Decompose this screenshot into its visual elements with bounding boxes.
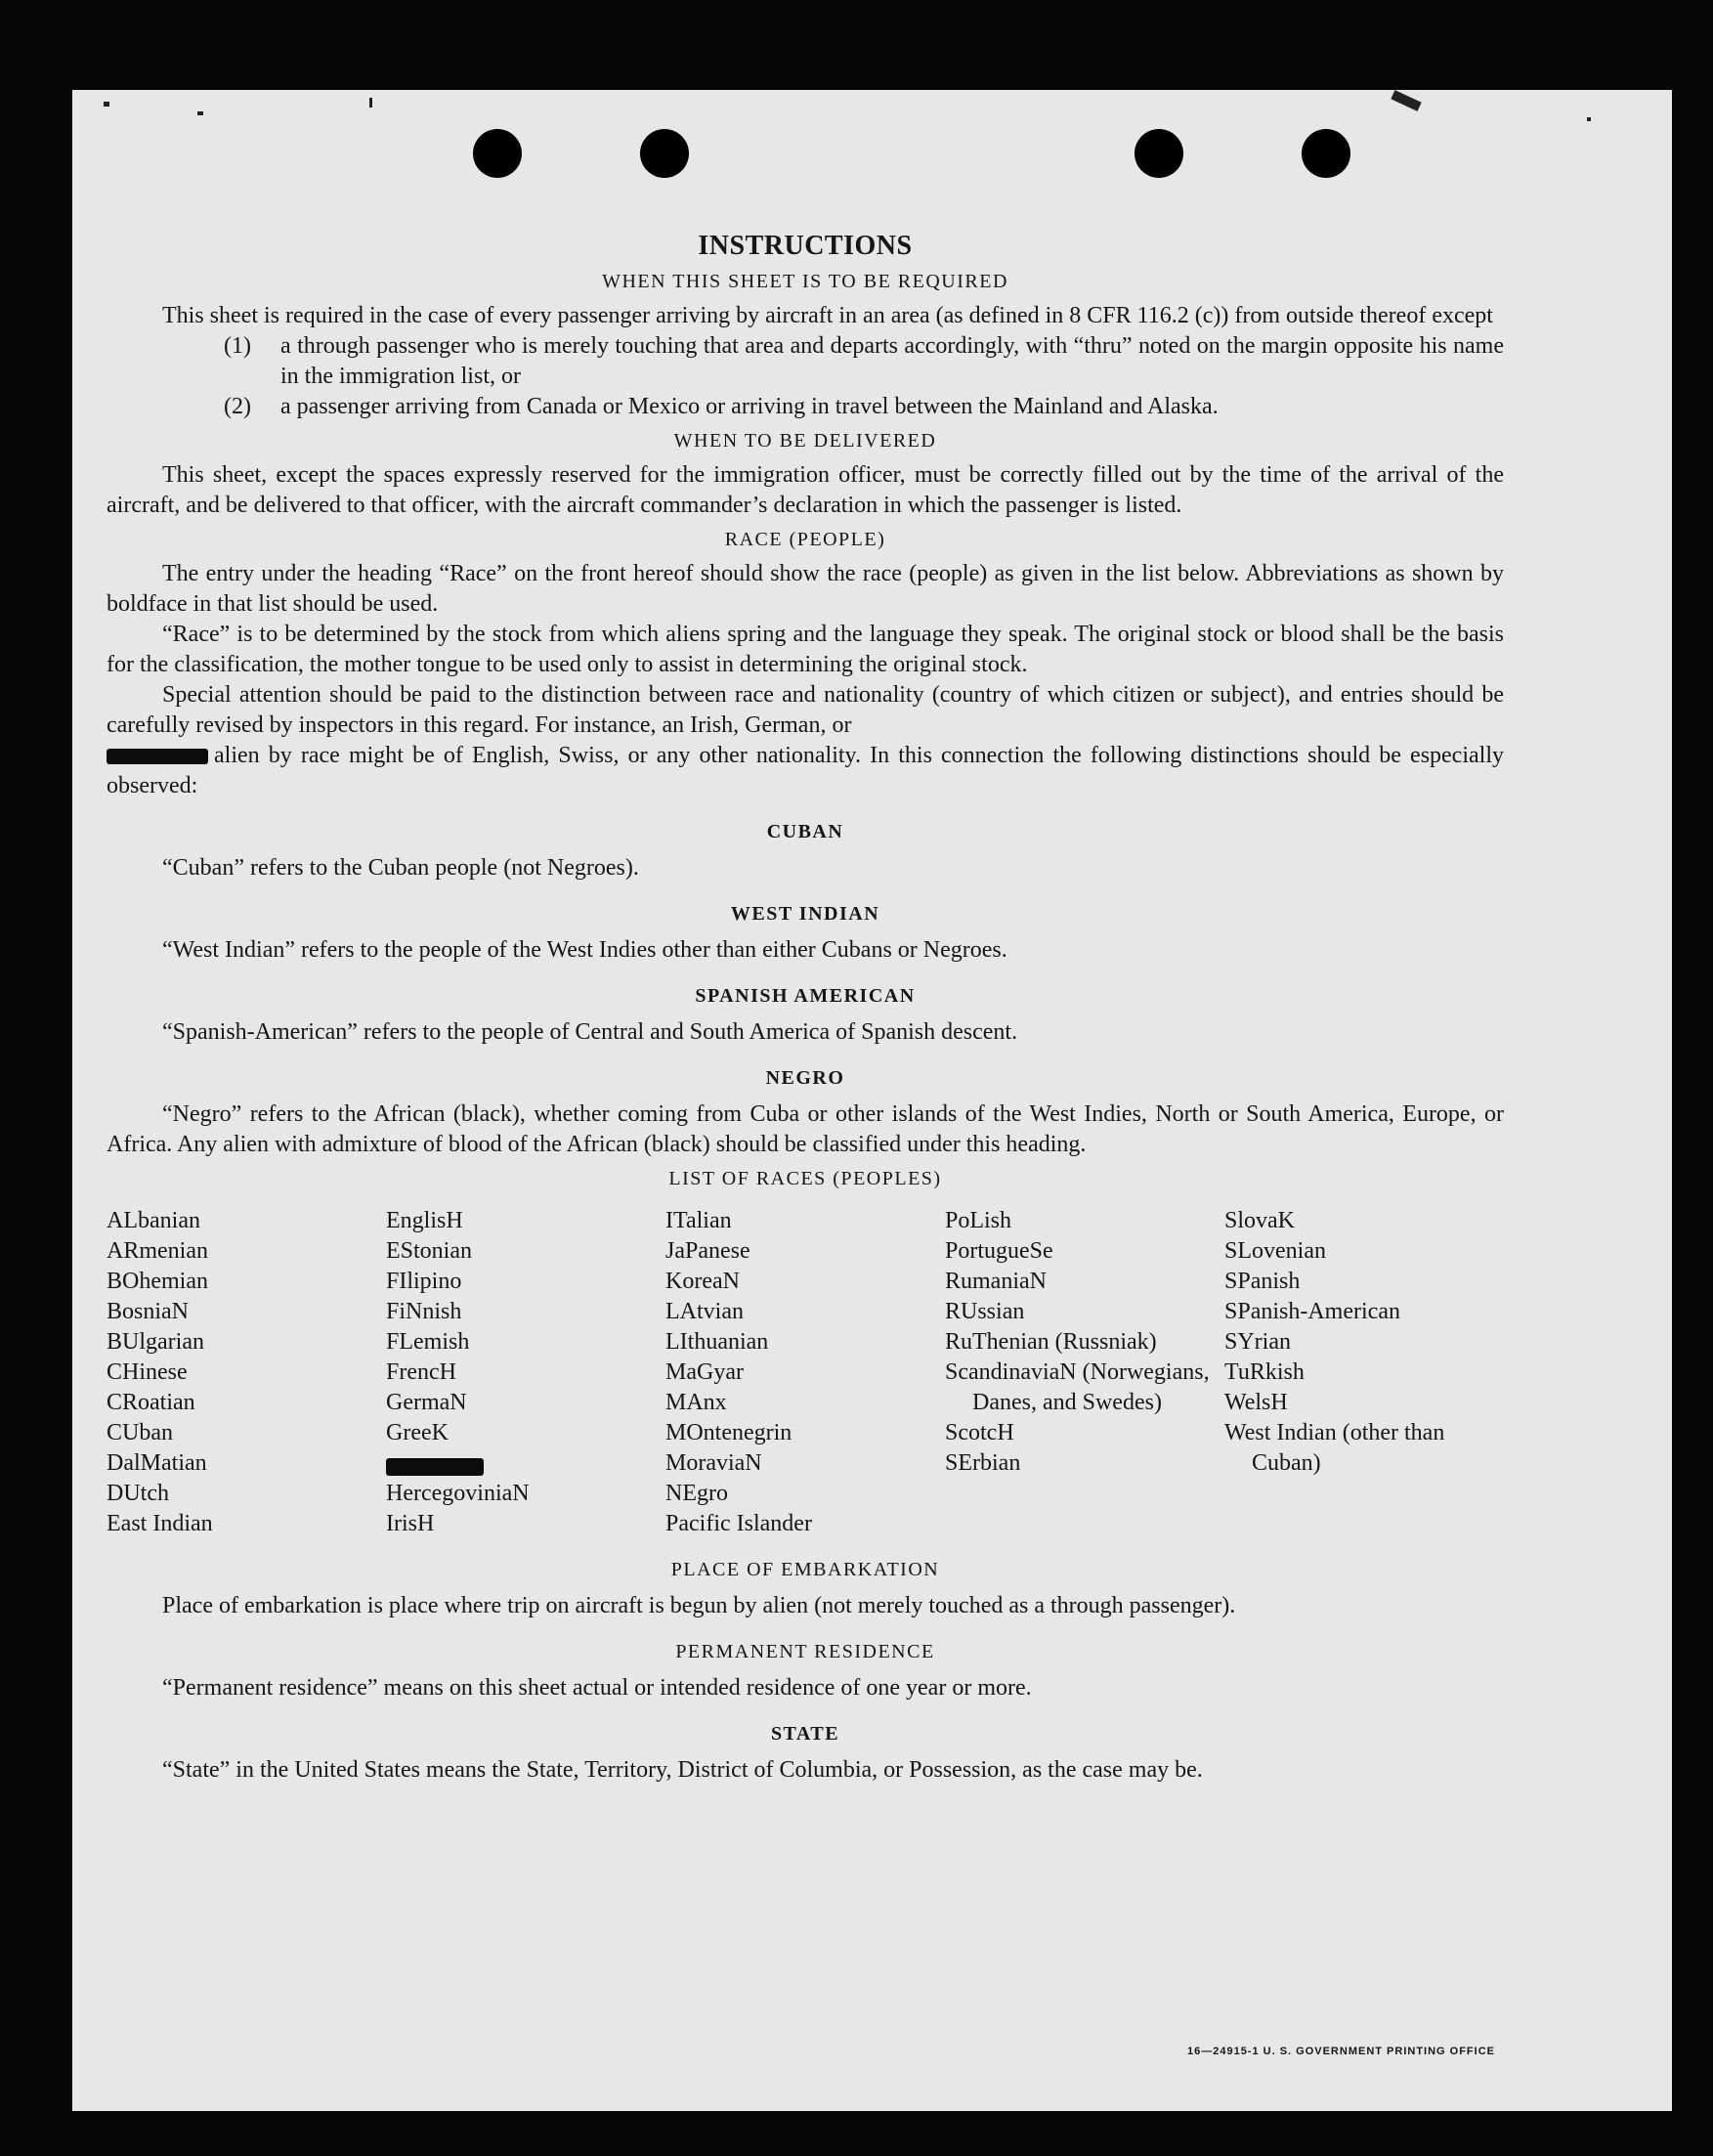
race-item: FLemish [386, 1329, 470, 1355]
race-item: CUban [107, 1420, 173, 1445]
race-item: NEgro [665, 1481, 728, 1506]
scan-speck [1391, 90, 1421, 111]
race-item: ScotcH [945, 1420, 1014, 1445]
section-heading-negro: NEGRO [765, 1067, 845, 1089]
race-item: SPanish [1224, 1269, 1301, 1294]
race-item: JaPanese [665, 1238, 750, 1264]
west-indian-text: “West Indian” refers to the people of the West Indies other than either Cubans or Negroes. [162, 937, 1007, 963]
race-item: IrisH [386, 1511, 435, 1536]
race-item: TuRkish [1224, 1359, 1305, 1385]
page-title: INSTRUCTIONS [698, 231, 913, 261]
negro-text: “Negro” refers to the African (black), whether coming from Cuba or other islands of the West Indies, North or South America, Europe, or Africa. Any alien with admixture of blood of the African (black) should be classified under this heading. [107, 1101, 1504, 1157]
embarkation-text: Place of embarkation is place where trip on aircraft is begun by alien (not merely touched as a through passenger). [162, 1593, 1236, 1618]
race-item: BosniaN [107, 1299, 189, 1324]
race-item: RuThenian (Russniak) [945, 1329, 1157, 1355]
race-item: CHinese [107, 1359, 188, 1385]
section-heading-west-indian: WEST INDIAN [730, 903, 880, 925]
race-item: EStonian [386, 1238, 472, 1264]
scan-speck [197, 111, 203, 115]
race-item: MAnx [665, 1390, 727, 1415]
race-item: FrencH [386, 1359, 456, 1385]
section-heading-list-of-races: LIST OF RACES (PEOPLES) [668, 1168, 942, 1189]
punch-hole [1135, 129, 1183, 178]
scan-speck [369, 98, 372, 108]
race-column [665, 1206, 945, 1539]
item-number: (2) [224, 394, 251, 419]
section-heading-cuban: CUBAN [766, 821, 844, 842]
race-item: EnglisH [386, 1208, 463, 1233]
race-item: LIthuanian [665, 1329, 769, 1355]
race-column [107, 1206, 386, 1539]
race-item: BOhemian [107, 1269, 208, 1294]
race-item: PoLish [945, 1208, 1012, 1233]
race-item: Pacific Islander [665, 1511, 812, 1536]
race-item: RUssian [945, 1299, 1025, 1324]
item-number: (1) [224, 333, 251, 359]
section-heading-embarkation: PLACE OF EMBARKATION [670, 1559, 940, 1580]
race-paragraph-3-text: Special attention should be paid to the distinction between race and nationality (country of which citizen or subject), and entries should be carefully revised by inspectors in this regard. For instance, an Irish, German, or [107, 682, 1504, 738]
race-column [386, 1206, 665, 1539]
instructions-text [107, 231, 1504, 1786]
race-paragraph-3-continued: alien by race might be of English, Swiss, or any other nationality. In this connection the following distinctions should be especially observed: [107, 743, 1504, 798]
section-heading-race: RACE (PEOPLE) [724, 529, 886, 550]
when-delivered-text: This sheet, except the spaces expressly reserved for the immigration officer, must be correctly filled out by the time of the arrival of the aircraft, and be delivered to that officer, with the aircraft commander’s declaration in which the passenger is listed. [107, 462, 1504, 518]
item-text: a through passenger who is merely touching that area and departs accordingly, with “thru” noted on the margin opposite his name in the immigration list, or [280, 333, 1504, 389]
race-item: WelsH [1224, 1390, 1288, 1415]
punch-hole [640, 129, 689, 178]
redaction-mark [386, 1458, 484, 1476]
scan-speck [104, 102, 109, 107]
race-item: East Indian [107, 1511, 213, 1536]
section-heading-state: STATE [770, 1723, 840, 1745]
permanent-residence-text: “Permanent residence” means on this sheet actual or intended residence of one year or more. [162, 1675, 1032, 1701]
race-column [945, 1206, 1224, 1539]
cuban-text: “Cuban” refers to the Cuban people (not Negroes). [162, 855, 639, 881]
section-heading-when-required: WHEN THIS SHEET IS TO BE REQUIRED [602, 271, 1008, 292]
punch-hole [473, 129, 522, 178]
race-item: KoreaN [665, 1269, 740, 1294]
list-of-races [107, 1206, 1504, 1539]
race-item: HercegoviniaN [386, 1481, 530, 1506]
race-item: SLovenian [1224, 1238, 1326, 1264]
race-item: SErbian [945, 1450, 1021, 1476]
redacted-race-item [386, 1448, 665, 1479]
race-item: LAtvian [665, 1299, 744, 1324]
race-item: West Indian (other than Cuban) [1224, 1420, 1445, 1476]
race-item: ITalian [665, 1208, 732, 1233]
race-item: RumaniaN [945, 1269, 1047, 1294]
section-heading-permanent-residence: PERMANENT RESIDENCE [675, 1641, 935, 1662]
race-item: FIlipino [386, 1269, 462, 1294]
scan-speck [1587, 117, 1591, 121]
race-item: SPanish-American [1224, 1299, 1400, 1324]
exception-item [107, 331, 1504, 392]
when-required-intro: This sheet is required in the case of every passenger arriving by aircraft in an area (as defined in 8 CFR 116.2 (c)) from outside thereof except [162, 303, 1493, 328]
race-item: GermaN [386, 1390, 467, 1415]
race-item: ARmenian [107, 1238, 208, 1264]
race-item: DalMatian [107, 1450, 207, 1476]
race-item: DUtch [107, 1481, 169, 1506]
race-item: MaGyar [665, 1359, 744, 1385]
race-item: PortugueSe [945, 1238, 1053, 1264]
race-paragraph-2: “Race” is to be determined by the stock from which aliens spring and the language they speak. The original stock or blood shall be the basis for the classification, the mother tongue to be used only to assist in determining the original stock. [107, 622, 1504, 677]
race-column [1224, 1206, 1504, 1539]
printing-office-code: 16—24915-1 U. S. GOVERNMENT PRINTING OFFICE [1186, 2046, 1495, 2057]
race-item: MOntenegrin [665, 1420, 792, 1445]
redaction-mark [107, 749, 208, 764]
spanish-american-text: “Spanish-American” refers to the people of Central and South America of Spanish descent. [162, 1019, 1018, 1045]
section-heading-spanish-american: SPANISH AMERICAN [695, 985, 916, 1007]
race-item: SYrian [1224, 1329, 1291, 1355]
item-text: a passenger arriving from Canada or Mexico or arriving in travel between the Mainland and Alaska. [280, 394, 1219, 419]
section-heading-when-delivered: WHEN TO BE DELIVERED [673, 430, 937, 452]
race-item: MoraviaN [665, 1450, 762, 1476]
race-item: ALbanian [107, 1208, 200, 1233]
race-item: SlovaK [1224, 1208, 1295, 1233]
exception-item [107, 392, 1504, 422]
punch-hole [1302, 129, 1350, 178]
race-item: GreeK [386, 1420, 449, 1445]
race-item: CRoatian [107, 1390, 195, 1415]
race-item: FiNnish [386, 1299, 462, 1324]
state-text: “State” in the United States means the State, Territory, District of Columbia, or Possession, as the case may be. [162, 1757, 1203, 1783]
race-paragraph-3 [107, 680, 1504, 801]
race-item: BUlgarian [107, 1329, 204, 1355]
race-paragraph-1: The entry under the heading “Race” on the front hereof should show the race (people) as given in the list below. Abbreviations as shown by boldface in that list should be used. [107, 561, 1504, 617]
race-item: ScandinaviaN (Norwegians, Danes, and Swedes) [945, 1359, 1210, 1415]
